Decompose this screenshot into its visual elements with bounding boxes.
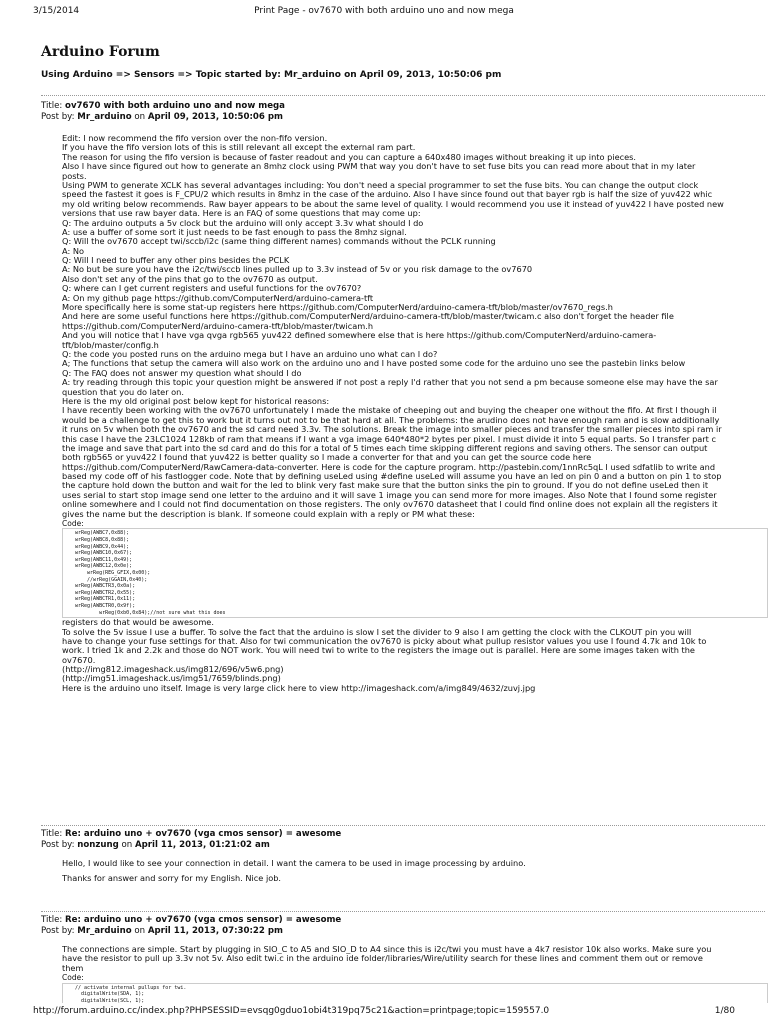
text-line: A; The functions that setup the camera will also work on the arduino uno and I have posted some code for the arduino uno see the pastebin links below: [62, 359, 686, 369]
print-date: 3/15/2014: [33, 6, 80, 16]
post-text: [62, 859, 768, 884]
text-line: the capture hold down the button and wait for the led to blink very fast make sure that the button sinks the pin to ground. If you do not define useLed then it: [62, 481, 709, 491]
text-line: Q: the code you posted runs on the arduino mega but I have an arduino uno what can I do?: [62, 349, 438, 359]
post-meta: Title: Re: arduino uno + ov7670 (vga cmos sensor) = awesome Post by: Mr_arduino on April 11, 2013, 07:30:22 pm: [41, 915, 342, 936]
code-line: wrReg(AWBC11,0x49);: [75, 556, 133, 563]
text-line: Q: The arduino outputs a 5v clock but the arduino will only accept 3.3v what should I do: [62, 218, 424, 228]
code-line: digitalWrite(SCL, 1);: [75, 997, 145, 1003]
text-line: Q: Will the ov7670 accept twi/sccb/i2c (same thing different names) commands without the PCLK running: [62, 237, 496, 247]
text-line: registers do that would be awesome.: [62, 618, 214, 628]
text-line: Edit: I now recommend the fifo version over the non-fifo version.: [62, 134, 328, 143]
text-line: have to change your fuse settings for that. Also for twi communication the ov7670 is picky about what pullup resistor values you use I found 4.7k and 10k to: [62, 636, 707, 646]
topic-line: Using Arduino => Sensors => Topic started by: Mr_arduino on April 09, 2013, 10:50:06 pm: [41, 70, 502, 80]
post-divider: [41, 911, 765, 912]
post-divider: [41, 825, 765, 826]
text-line: The reason for using the fifo version is because of faster readout and you can capture a 640x480 images without breaking it up into pieces.: [62, 152, 637, 162]
text-line: https://github.com/ComputerNerd/RawCamera-data-converter. Here is code for the capture program. http://pastebin.com/1nnRc5qL I used sdfatlib to write and: [62, 462, 716, 472]
text-line: A: try reading through this topic your question might be answered if not post a reply I'd rather that you not send a pm because someone else may have the sar: [62, 378, 718, 388]
forum-title: Arduino Forum: [41, 44, 160, 60]
post-body: [62, 134, 768, 693]
code-line: wrReg(AWBC8,0x88);: [75, 537, 130, 544]
text-line: ov7670.: [62, 655, 96, 665]
text-line: Thanks for answer and sorry for my English. Nice job.: [62, 874, 282, 884]
page-number: 1/80: [714, 1006, 735, 1016]
text-line: have the resistor to pull up 3.3v not 5v. Also edit twi.c in the arduino ide folder/libraries/Wire/utility search for these lines and comment them out or remove: [62, 954, 703, 964]
text-line: I have recently been working with the ov7670 unfortunately I made the mistake of cheeping out and buying the cheaper one without the fifo. At first I though il: [62, 406, 717, 416]
text-line: Q: where can I get current registers and useful functions for the ov7670?: [62, 284, 362, 294]
print-page-title: Print Page - ov7670 with both arduino uno and now mega: [254, 6, 514, 16]
text-line: question that you do later on.: [62, 387, 184, 397]
text-line: A: No but be sure you have the i2c/twi/sccb lines pulled up to 3.3v instead of 5v or you risk damage to the ov7670: [62, 265, 533, 275]
text-line: (http://img51.imageshack.us/img51/7659/blinds.png): [62, 674, 281, 684]
post-author: nonzung: [77, 840, 119, 850]
text-line: posts.: [62, 171, 87, 181]
code-line: //wrReg(GGAIN,0x40);: [75, 576, 148, 583]
text-line: it runs on 5v when both the ov7670 and the sd card need 3.3v. The solutions. Break the image into smaller pieces and transfer the smaller pieces into spi ram ir: [62, 425, 722, 435]
text-line: Hello, I would like to see your connection in detail. I want the camera to be used in image processing by arduino.: [62, 859, 526, 868]
text-line: https://github.com/ComputerNerd/arduino-camera-tft/blob/master/twicam.h: [62, 321, 374, 331]
text-line: work. I tried 1k and 2.2k and those do NOT work. You will need twi to write to the registers the image out is parallel. Here are some images taken with the: [62, 646, 695, 656]
text-line: my old writing below recommends. Raw bayer appears to be about the same level of quality. I would recommend you use it instead of yuv422 I have posted new: [62, 199, 724, 209]
text-line: A: On my github page https://github.com/ComputerNerd/arduino-camera-tft: [62, 293, 374, 303]
text-line: Also I have since figured out how to generate an 8mhz clock using PWM that way you don't have to set fuse bits you can read more about that in my later: [62, 162, 696, 172]
text-line: them: [62, 963, 84, 973]
text-line: versions that use raw bayer data. Here is an FAQ of some questions that may come up:: [62, 209, 421, 219]
text-line: tft/blob/master/config.h: [62, 340, 159, 350]
text-line: More specifically here is some stat-up registers here https://github.com/ComputerNerd/arduino-camera-tft/blob/master/ov7670_regs.h: [62, 303, 613, 313]
post-body: [62, 859, 768, 884]
text-line: Also don't set any of the pins that go to the ov7670 as output.: [62, 274, 318, 284]
code-line: wrReg(AWBC12,0x0e);: [75, 563, 133, 570]
post-text-a: [62, 134, 768, 519]
post-date: April 11, 2013, 07:30:22 pm: [147, 926, 283, 936]
text-line: To solve the 5v issue I use a buffer. To solve the fact that the arduino is slow I set the divider to 9 also I am getting the clock with the CLKOUT pin you will: [62, 627, 692, 637]
text-line: this case I have the 23LC1024 128kb of ram that means if I want a vga image 640*480*2 bytes per pixel. I must divide it into 5 equal parts. So I transfer part c: [62, 434, 716, 444]
code-line: wrReg(AWBC7,0x88);: [75, 530, 130, 537]
post-title: ov7670 with both arduino uno and now mega: [65, 101, 285, 111]
text-line: A: use a buffer of some sort it just needs to be fast enough to pass the 8mhz signal.: [62, 227, 407, 237]
footer-url: http://forum.arduino.cc/index.php?PHPSESSID=evsqg0gduo1obi4t319pq75c21&action=printpage;topic=159557.0: [33, 1006, 550, 1016]
text-line: gives the name but the description is blank. If someone could explain with a reply or PM what these:: [62, 509, 475, 519]
code-label: Code:: [62, 973, 84, 983]
post-text-b: [62, 618, 768, 693]
text-line: would be a challenge to get this to work but it turns out not to be that hard at all. The problems: the arudino does not have enough ram and is slow additionally: [62, 415, 720, 425]
text-line: uses serial to start stop image send one letter to the arduino and it will save 1 image you can send more for more images. Also Note that I found some register: [62, 490, 717, 500]
code-label: Code:: [62, 519, 84, 529]
code-line: wrReg(0xb0,0x84);//not sure what this does: [75, 609, 226, 616]
post-author: Mr_arduino: [77, 112, 132, 122]
text-line: And you will notice that I have vga qvga rgb565 yuv422 defined somewhere else that is here https://github.com/ComputerNerd/arduino-camera-: [62, 331, 657, 341]
code-line: wrReg(AWBCTR1,0x11);: [75, 596, 136, 603]
post-title: Re: arduino uno + ov7670 (vga cmos sensor) = awesome: [65, 829, 342, 839]
text-line: And here are some useful functions here https://github.com/ComputerNerd/arduino-camera-tft/blob/master/twicam.c also don't forget the header file: [62, 312, 674, 322]
code-line: wrReg(REG_GFIX,0x00);: [75, 569, 151, 576]
text-line: Using PWM to generate XCLK has several advantages including: You don't need a special programmer to set the fuse bits. You can change the output clock: [62, 180, 699, 190]
code-line: wrReg(AWBC9,0x44);: [75, 543, 130, 550]
post-meta: Title: Re: arduino uno + ov7670 (vga cmos sensor) = awesome Post by: nonzung on April 11, 2013, 01:21:02 am: [41, 829, 342, 850]
code-line: // activate internal pullups for twi.: [75, 984, 187, 991]
post-text-a: [62, 945, 768, 973]
code-line: wrReg(AWBCTR0,0x9f);: [75, 602, 136, 609]
text-line: online somewhere and I could not find documentation on those registers. The only ov7670 datasheet that I could find online does not explain all the registers it: [62, 500, 718, 510]
post-date: April 11, 2013, 01:21:02 am: [134, 840, 270, 850]
post-title: Re: arduino uno + ov7670 (vga cmos sensor) = awesome: [65, 915, 342, 925]
code-block: [62, 528, 768, 618]
text-line: Here is the my old original post below kept for historical reasons:: [62, 396, 330, 406]
post-divider: [41, 95, 765, 96]
code-line: wrReg(AWBCTR2,0x55);: [75, 589, 136, 596]
post-body: [62, 945, 768, 1003]
text-line: (http://img812.imageshack.us/img812/696/v5w6.png): [62, 665, 284, 675]
text-line: the image and save that part into the sd card and do this for a total of 5 times each time skipping different regions and saving others. The sensor can output: [62, 443, 708, 453]
text-line: based my code off of his fastlogger code. Note that by defining useLed using #define useLed will assume you have an led on pin 0 and a button on pin 1 to stop: [62, 472, 722, 482]
text-line: both rgb565 or yuv422 I found that yuv422 is better quality so I made a converter for that and you can get the source code here: [62, 453, 592, 463]
code-line: digitalWrite(SDA, 1);: [75, 991, 145, 998]
post-meta: Title: ov7670 with both arduino uno and now mega Post by: Mr_arduino on April 09, 2013, 10:50:06 pm: [41, 101, 285, 122]
text-line: If you have the fifo version lots of this is still relevant all except the external ram part.: [62, 143, 416, 153]
code-line: wrReg(AWBC10,0x67);: [75, 550, 133, 557]
post-author: Mr_arduino: [77, 926, 132, 936]
text-line: Here is the arduino uno itself. Image is very large click here to view http://imageshack.com/a/img849/4632/zuvj.jpg: [62, 683, 536, 693]
text-line: Q: The FAQ does not answer my question what should I do: [62, 368, 302, 378]
code-line: wrReg(AWBCTR3,0x0a);: [75, 583, 136, 590]
text-line: speed the fastest it goes is F_CPU/2 which results in 8mhz in the case of the arduino. Also I have since found out that bayer rgb is half the size of yuv422 whic: [62, 190, 713, 200]
post-date: April 09, 2013, 10:50:06 pm: [147, 112, 283, 122]
code-block: [62, 983, 768, 1003]
text-line: A: No: [62, 246, 84, 256]
text-line: Q: Will I need to buffer any other pins besides the PCLK: [62, 256, 290, 266]
text-line: The connections are simple. Start by plugging in SIO_C to A5 and SIO_D to A4 since this is i2c/twi you must have a 4k7 resistor 10k also works. Make sure you: [62, 945, 712, 954]
